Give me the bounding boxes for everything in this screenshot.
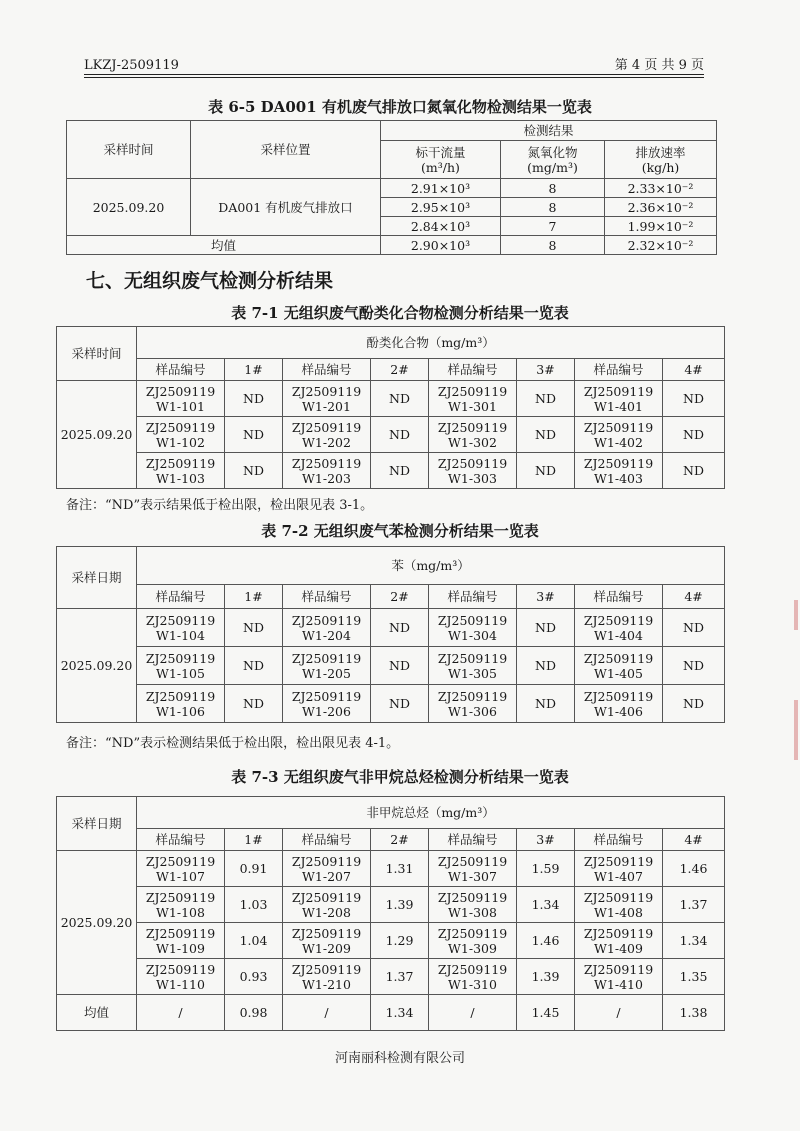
sample-id: ZJ2509119 W1-202 [283, 417, 371, 453]
average-label: 均值 [67, 236, 381, 255]
avg-value: 0.98 [225, 995, 283, 1031]
rate-value: 1.99×10⁻² [605, 217, 717, 236]
sample-id: ZJ2509119 W1-408 [575, 887, 663, 923]
sample-id: ZJ2509119 W1-108 [137, 887, 225, 923]
result-value: 1.35 [663, 959, 725, 995]
report-number: LKZJ-2509119 [84, 58, 179, 73]
sample-id: ZJ2509119 W1-207 [283, 851, 371, 887]
result-value: ND [225, 609, 283, 647]
table-7-2-caption: 表 7-2 无组织废气苯检测分析结果一览表 [261, 522, 539, 540]
header-rate: 排放速率 (kg/h) [605, 141, 717, 179]
nox-value: 7 [501, 217, 605, 236]
sample-id: ZJ2509119 W1-301 [429, 381, 517, 417]
table-7-1 [56, 326, 725, 489]
sample-id: ZJ2509119 W1-101 [137, 381, 225, 417]
table-6-5 [66, 120, 717, 255]
result-value: ND [517, 609, 575, 647]
company-footer: 河南丽科检测有限公司 [334, 1051, 465, 1066]
flow-value: 2.95×10³ [381, 198, 501, 217]
sample-id: ZJ2509119 W1-204 [283, 609, 371, 647]
table-7-1-note: 备注：“ND”表示结果低于检出限，检出限见表 3-1。 [66, 498, 374, 513]
sample-id: ZJ2509119 W1-410 [575, 959, 663, 995]
rate-value: 2.33×10⁻² [605, 179, 717, 198]
result-value: 1.39 [371, 887, 429, 923]
avg-value: 1.38 [663, 995, 725, 1031]
result-value: 1.34 [517, 887, 575, 923]
header-point: 1# [225, 585, 283, 609]
header-point: 3# [517, 829, 575, 851]
header-point: 1# [225, 829, 283, 851]
avg-rate: 2.32×10⁻² [605, 236, 717, 255]
sample-id: ZJ2509119 W1-402 [575, 417, 663, 453]
table-7-1-caption: 表 7-1 无组织废气酚类化合物检测分析结果一览表 [231, 304, 569, 322]
header-point: 1# [225, 359, 283, 381]
sample-id: ZJ2509119 W1-307 [429, 851, 517, 887]
result-value: 1.29 [371, 923, 429, 959]
result-value: 1.31 [371, 851, 429, 887]
header-nox: 氮氧化物 (mg/m³) [501, 141, 605, 179]
result-value: 1.46 [663, 851, 725, 887]
header-sample-id: 样品编号 [137, 359, 225, 381]
header-point: 4# [663, 829, 725, 851]
sample-id: ZJ2509119 W1-305 [429, 647, 517, 685]
result-value: ND [663, 453, 725, 489]
sample-id: ZJ2509119 W1-208 [283, 887, 371, 923]
sample-id: ZJ2509119 W1-103 [137, 453, 225, 489]
sample-id: ZJ2509119 W1-309 [429, 923, 517, 959]
result-value: 1.46 [517, 923, 575, 959]
result-value: ND [663, 381, 725, 417]
sampling-location: DA001 有机废气排放口 [191, 179, 381, 236]
sample-id: ZJ2509119 W1-110 [137, 959, 225, 995]
sample-id: ZJ2509119 W1-405 [575, 647, 663, 685]
header-sampling-date: 采样日期 [57, 797, 137, 851]
result-value: ND [371, 609, 429, 647]
sample-id: ZJ2509119 W1-310 [429, 959, 517, 995]
sample-id: ZJ2509119 W1-401 [575, 381, 663, 417]
header-rule [84, 74, 704, 78]
header-sampling-date: 采样时间 [57, 327, 137, 381]
sample-id: ZJ2509119 W1-409 [575, 923, 663, 959]
header-sample-id: 样品编号 [283, 829, 371, 851]
avg-nox: 8 [501, 236, 605, 255]
result-value: 1.03 [225, 887, 283, 923]
table-7-2-note: 备注：“ND”表示检测结果低于检出限，检出限见表 4-1。 [66, 736, 400, 751]
result-value: ND [663, 609, 725, 647]
header-sample-id: 样品编号 [575, 829, 663, 851]
header-parameter: 苯（mg/m³） [137, 547, 725, 585]
avg-sample-id: / [137, 995, 225, 1031]
header-sample-id: 样品编号 [575, 585, 663, 609]
sample-id: ZJ2509119 W1-206 [283, 685, 371, 723]
result-value: 0.91 [225, 851, 283, 887]
header-sample-id: 样品编号 [575, 359, 663, 381]
result-value: ND [517, 647, 575, 685]
header-sample-id: 样品编号 [429, 359, 517, 381]
result-value: ND [517, 417, 575, 453]
sample-id: ZJ2509119 W1-205 [283, 647, 371, 685]
header-sampling-date: 采样日期 [57, 547, 137, 609]
header-sampling-location: 采样位置 [191, 121, 381, 179]
header-sampling-time: 采样时间 [67, 121, 191, 179]
header-point: 3# [517, 359, 575, 381]
result-value: ND [517, 381, 575, 417]
sample-id: ZJ2509119 W1-209 [283, 923, 371, 959]
header-parameter: 酚类化合物（mg/m³） [137, 327, 725, 359]
result-value: ND [225, 417, 283, 453]
sample-id: ZJ2509119 W1-404 [575, 609, 663, 647]
result-value: ND [663, 685, 725, 723]
result-value: ND [371, 381, 429, 417]
table-7-3 [56, 796, 725, 1031]
sample-id: ZJ2509119 W1-105 [137, 647, 225, 685]
result-value: ND [225, 647, 283, 685]
header-point: 4# [663, 359, 725, 381]
sample-id: ZJ2509119 W1-104 [137, 609, 225, 647]
sample-id: ZJ2509119 W1-203 [283, 453, 371, 489]
table-6-5-caption: 表 6-5 DA001 有机废气排放口氮氧化物检测结果一览表 [208, 98, 592, 116]
sample-id: ZJ2509119 W1-306 [429, 685, 517, 723]
header-point: 2# [371, 829, 429, 851]
page-edge-mark [794, 600, 798, 630]
header-sample-id: 样品编号 [283, 359, 371, 381]
nox-value: 8 [501, 198, 605, 217]
header-flow: 标干流量 (m³/h) [381, 141, 501, 179]
sample-id: ZJ2509119 W1-303 [429, 453, 517, 489]
result-value: ND [225, 381, 283, 417]
result-value: ND [225, 453, 283, 489]
result-value: 1.39 [517, 959, 575, 995]
avg-sample-id: / [283, 995, 371, 1031]
sample-id: ZJ2509119 W1-106 [137, 685, 225, 723]
section-7-title: 七、无组织废气检测分析结果 [86, 270, 334, 292]
sampling-date: 2025.09.20 [57, 851, 137, 995]
page-header [84, 54, 704, 73]
sample-id: ZJ2509119 W1-304 [429, 609, 517, 647]
avg-value: 1.45 [517, 995, 575, 1031]
result-value: ND [371, 685, 429, 723]
flow-value: 2.84×10³ [381, 217, 501, 236]
flow-value: 2.91×10³ [381, 179, 501, 198]
sample-id: ZJ2509119 W1-102 [137, 417, 225, 453]
result-value: ND [371, 417, 429, 453]
sampling-date: 2025.09.20 [57, 609, 137, 723]
sample-id: ZJ2509119 W1-403 [575, 453, 663, 489]
header-point: 4# [663, 585, 725, 609]
header-sample-id: 样品编号 [137, 585, 225, 609]
result-value: ND [663, 417, 725, 453]
average-label: 均值 [57, 995, 137, 1031]
sample-id: ZJ2509119 W1-308 [429, 887, 517, 923]
sample-id: ZJ2509119 W1-407 [575, 851, 663, 887]
page-edge-mark [794, 700, 798, 760]
header-sample-id: 样品编号 [137, 829, 225, 851]
header-test-results: 检测结果 [381, 121, 717, 141]
header-sample-id: 样品编号 [283, 585, 371, 609]
avg-sample-id: / [429, 995, 517, 1031]
page-indicator: 第 4 页 共 9 页 [614, 58, 704, 73]
sample-id: ZJ2509119 W1-201 [283, 381, 371, 417]
result-value: 1.34 [663, 923, 725, 959]
header-point: 2# [371, 585, 429, 609]
sample-id: ZJ2509119 W1-210 [283, 959, 371, 995]
avg-value: 1.34 [371, 995, 429, 1031]
table-7-2 [56, 546, 725, 723]
header-parameter: 非甲烷总烃（mg/m³） [137, 797, 725, 829]
avg-flow: 2.90×10³ [381, 236, 501, 255]
result-value: ND [225, 685, 283, 723]
result-value: ND [663, 647, 725, 685]
avg-sample-id: / [575, 995, 663, 1031]
result-value: 1.04 [225, 923, 283, 959]
sample-id: ZJ2509119 W1-107 [137, 851, 225, 887]
nox-value: 8 [501, 179, 605, 198]
result-value: 1.37 [371, 959, 429, 995]
result-value: 1.59 [517, 851, 575, 887]
result-value: ND [517, 453, 575, 489]
sample-id: ZJ2509119 W1-109 [137, 923, 225, 959]
sampling-date: 2025.09.20 [57, 381, 137, 489]
table-7-3-caption: 表 7-3 无组织废气非甲烷总烃检测分析结果一览表 [231, 768, 569, 786]
sampling-date: 2025.09.20 [67, 179, 191, 236]
result-value: ND [371, 453, 429, 489]
result-value: ND [371, 647, 429, 685]
result-value: 0.93 [225, 959, 283, 995]
sample-id: ZJ2509119 W1-302 [429, 417, 517, 453]
sample-id: ZJ2509119 W1-406 [575, 685, 663, 723]
header-sample-id: 样品编号 [429, 585, 517, 609]
result-value: ND [517, 685, 575, 723]
header-point: 3# [517, 585, 575, 609]
result-value: 1.37 [663, 887, 725, 923]
header-point: 2# [371, 359, 429, 381]
rate-value: 2.36×10⁻² [605, 198, 717, 217]
header-sample-id: 样品编号 [429, 829, 517, 851]
